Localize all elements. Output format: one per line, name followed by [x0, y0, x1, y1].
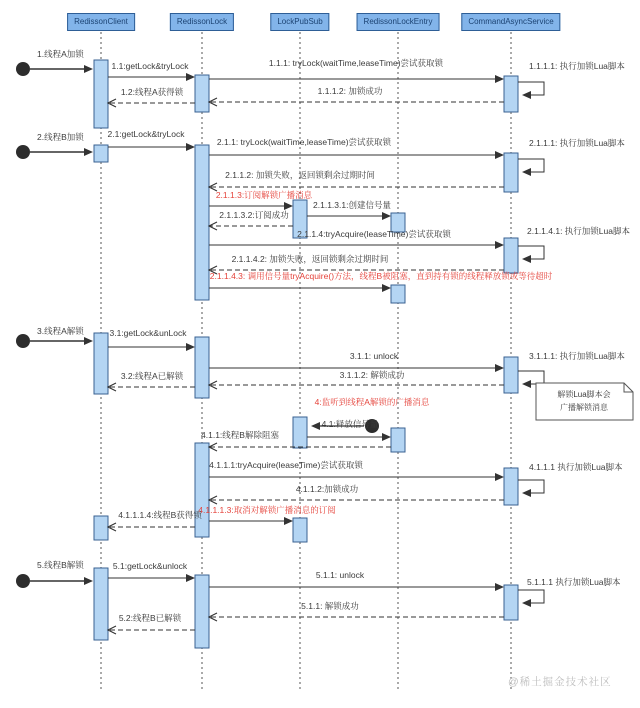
message-label: 2.1.1.4:tryAcquire(leaseTime)尝试获取锁: [297, 229, 451, 239]
participant-lockpubsub: LockPubSub: [270, 13, 329, 31]
arrowhead-icon: [522, 168, 531, 176]
activation-bar: [391, 428, 405, 452]
message-label: 4.1:释放信号量: [321, 419, 379, 429]
message-label: 3.1:getLock&unLock: [109, 328, 187, 338]
activation-bar: [293, 417, 307, 448]
participant-redissonclient: RedissonClient: [67, 13, 135, 31]
message-label: 1.1.1.2: 加锁成功: [317, 86, 383, 96]
activation-bar: [94, 568, 108, 640]
arrowhead-icon: [522, 91, 531, 99]
message-label: 5.2:线程B已解锁: [118, 613, 182, 623]
arrowhead-icon: [186, 574, 195, 582]
message-label: 4.1.1.2:加锁成功: [295, 484, 359, 494]
arrowhead-icon: [382, 212, 391, 220]
participant-redissonlock: RedissonLock: [170, 13, 234, 31]
activation-bar: [504, 468, 518, 505]
activation-bar: [504, 76, 518, 112]
message-label: 5.1.1: unlock: [315, 570, 365, 580]
message-label: 3.2:线程A已解锁: [120, 371, 184, 381]
activation-bar: [195, 145, 209, 300]
found-message-label: 4:监听到线程A解锁的广播消息: [314, 397, 430, 407]
actor-circle-icon: [16, 334, 30, 348]
activation-bar: [195, 443, 209, 537]
message-label: 2.1.1.4.3: 调用信号量tryAcquire()方法，线程B被阻塞，直到持有锁的线程释放锁或等待超时: [209, 271, 553, 281]
arrowhead-icon: [495, 241, 504, 249]
self-call-label: 4.1.1.1 执行加锁Lua脚本: [529, 462, 623, 472]
activation-bar: [195, 575, 209, 648]
actor-label: 1.线程A加锁: [37, 49, 84, 59]
activation-bar: [504, 238, 518, 273]
message-label: 1.2:线程A获得锁: [120, 87, 184, 97]
activation-bar: [504, 357, 518, 393]
arrowhead-icon: [186, 143, 195, 151]
arrowhead-icon: [495, 364, 504, 372]
arrowhead-icon: [311, 422, 320, 430]
activation-bar: [94, 145, 108, 162]
arrowhead-icon: [382, 284, 391, 292]
arrowhead-icon: [522, 489, 531, 497]
arrowhead-icon: [84, 148, 93, 156]
activation-bar: [195, 75, 209, 112]
arrowhead-icon: [84, 337, 93, 345]
message-label: 4.1.1.1.4:线程B获得锁: [118, 510, 202, 520]
arrowhead-icon: [495, 473, 504, 481]
message-label: 2.1.1.3:订阅解锁广播消息: [215, 190, 313, 200]
activation-bar: [94, 60, 108, 128]
actor-circle-icon: [16, 145, 30, 159]
note-text-line1: 解锁Lua脚本会: [557, 390, 611, 399]
activation-bar: [504, 585, 518, 620]
self-call-label: 5.1.1.1 执行加锁Lua脚本: [527, 577, 621, 587]
arrowhead-icon: [84, 65, 93, 73]
message-label: 1.1:getLock&tryLock: [111, 61, 189, 71]
message-label: 2.1.1.3.2:订阅成功: [219, 210, 289, 220]
message-label: 2.1.1.2: 加锁失败，返回锁剩余过期时间: [225, 170, 375, 180]
message-label: 2.1.1: tryLock(waitTime,leaseTime)尝试获取锁: [216, 137, 392, 147]
actor-circle-icon: [16, 62, 30, 76]
message-label: 2.1.1.4.2: 加锁失败，返回锁剩余过期时间: [231, 254, 389, 264]
arrowhead-icon: [84, 577, 93, 585]
message-label: 4.1.1:线程B解除阻塞: [201, 430, 279, 440]
arrowhead-icon: [382, 433, 391, 441]
self-call-label: 1.1.1.1: 执行加锁Lua脚本: [529, 61, 625, 71]
self-call-label: 2.1.1.4.1: 执行加锁Lua脚本: [527, 226, 630, 236]
message-label: 5.1.1: 解锁成功: [301, 601, 359, 611]
arrowhead-icon: [522, 255, 531, 263]
note-text-line2: 广播解锁消息: [560, 403, 608, 412]
message-label: 4.1.1.1:tryAcquire(leaseTime)尝试获取锁: [209, 460, 363, 470]
message-label: 2.1:getLock&tryLock: [107, 129, 185, 139]
message-label: 3.1.1: unlock: [349, 351, 399, 361]
message-label: 2.1.1.3.1:创建信号量: [313, 200, 391, 210]
activation-bar: [293, 518, 307, 542]
arrowhead-icon: [495, 583, 504, 591]
activation-bar: [391, 285, 405, 303]
message-label: 4.1.1.1.3:取消对解锁广播消息的订阅: [198, 505, 336, 515]
arrowhead-icon: [495, 75, 504, 83]
actor-label: 2.线程B加锁: [37, 132, 84, 142]
message-label: 1.1.1: tryLock(waitTime,leaseTime)尝试获取锁: [268, 58, 444, 68]
arrowhead-icon: [495, 151, 504, 159]
participant-redissonlockentry: RedissonLockEntry: [357, 13, 440, 31]
message-label: 5.1:getLock&unlock: [112, 561, 188, 571]
actor-circle-icon: [16, 574, 30, 588]
activation-bar: [94, 516, 108, 540]
activation-bar: [94, 333, 108, 394]
self-call-label: 2.1.1.1: 执行加锁Lua脚本: [529, 138, 625, 148]
self-call-label: 3.1.1.1: 执行加锁Lua脚本: [529, 351, 625, 361]
actor-label: 5.线程B解锁: [37, 560, 84, 570]
actor-label: 3.线程A解锁: [37, 326, 84, 336]
activation-bar: [504, 153, 518, 192]
arrowhead-icon: [522, 599, 531, 607]
arrowhead-icon: [186, 343, 195, 351]
arrowhead-icon: [284, 202, 293, 210]
arrowhead-icon: [522, 380, 531, 388]
arrowhead-icon: [186, 73, 195, 81]
participant-commandasyncservice: CommandAsyncService: [461, 13, 560, 31]
activation-bar: [195, 337, 209, 398]
watermark: @稀土掘金技术社区: [508, 676, 612, 688]
arrowhead-icon: [284, 517, 293, 525]
message-label: 3.1.1.2: 解锁成功: [339, 370, 405, 380]
